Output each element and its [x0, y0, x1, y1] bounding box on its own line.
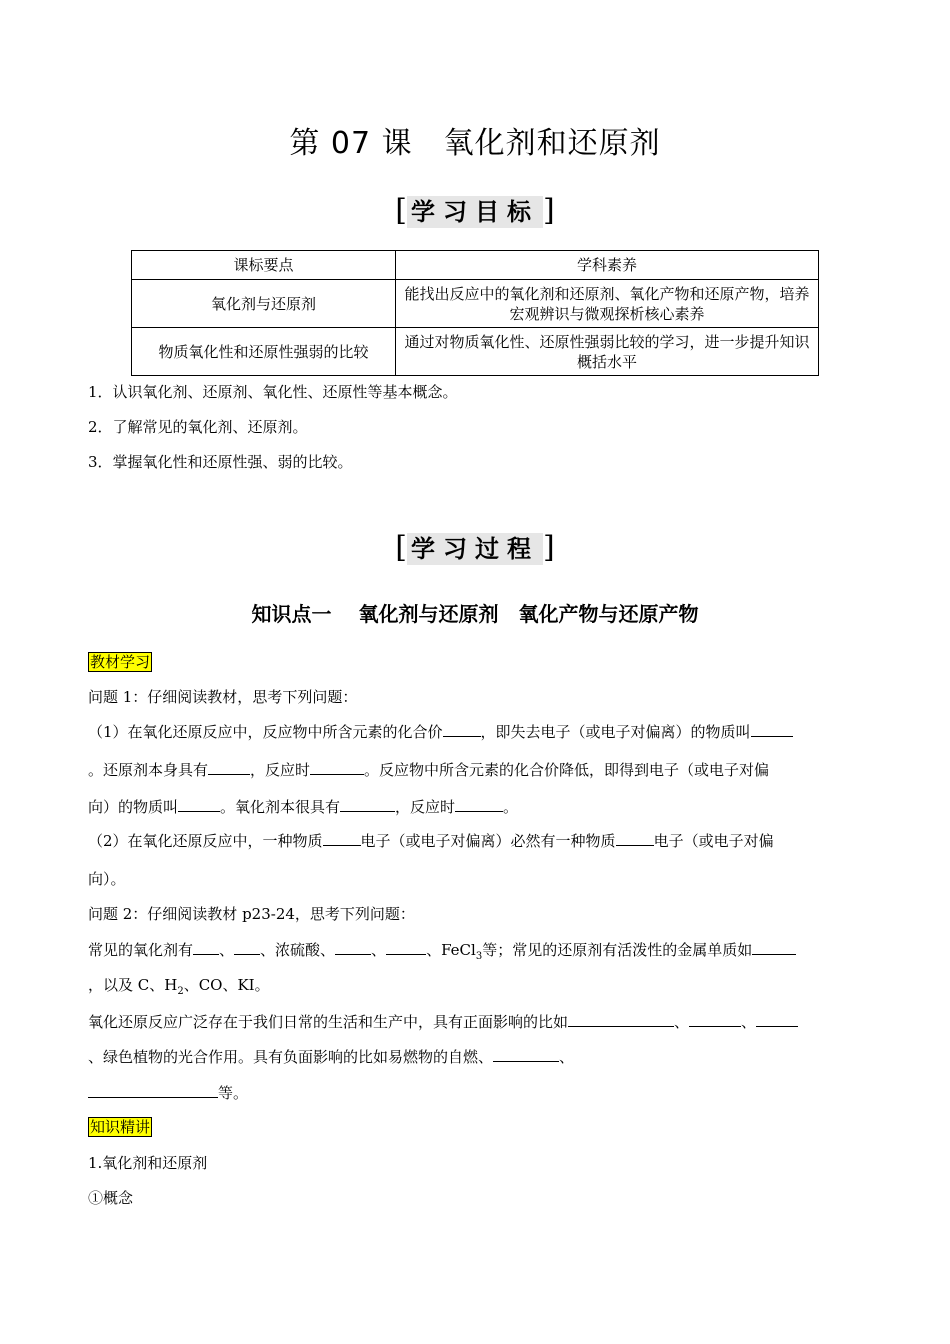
fill-blank[interactable] [752, 940, 796, 955]
question-2-intro: 问题 2：仔细阅读教材 p23-24，思考下列问题： [88, 905, 415, 923]
banner-bracket-close: ] [543, 530, 555, 565]
fill-blank[interactable] [323, 831, 361, 846]
table-cell: 通过对物质氧化性、还原性强弱比较的学习，进一步提升知识概括水平 [396, 328, 819, 376]
banner-bracket-open: [ [395, 193, 407, 228]
table-header-cell: 课标要点 [132, 251, 396, 280]
question-1-line: 向）的物质叫 。氧化剂本很具有 ，反应时 。 [88, 798, 519, 816]
question-1-line: 。还原剂本身具有 ，反应时 。反应物中所含元素的化合价降低，即得到电子（或电子对偏 [88, 761, 770, 779]
fill-blank[interactable] [455, 797, 503, 812]
banner-bracket-open: [ [395, 530, 407, 565]
fill-blank[interactable] [756, 1012, 798, 1027]
table-cell: 氧化剂与还原剂 [132, 280, 396, 328]
question-1-intro: 问题 1：仔细阅读教材，思考下列问题： [88, 688, 358, 706]
question-2-line: 常见的氧化剂有 、 、浓硫酸、 、 、FeCl$_3$等；常见的还原剂有活泼性的金属单质如 [88, 940, 796, 967]
table-row [132, 280, 819, 328]
table-cell: 物质氧化性和还原性强弱的比较 [132, 328, 396, 376]
page-title: 第 07 课 氧化剂和还原剂 [289, 126, 661, 161]
fill-blank[interactable] [208, 760, 250, 775]
fill-blank[interactable] [178, 797, 220, 812]
table-cell: 能找出反应中的氧化剂和还原剂、氧化产物和还原产物，培养宏观辨识与微观探析核心素养 [396, 280, 819, 328]
fill-blank[interactable] [616, 831, 654, 846]
fill-blank[interactable] [340, 797, 395, 812]
fill-blank[interactable] [335, 940, 371, 955]
fill-blank[interactable] [568, 1012, 674, 1027]
fill-blank[interactable] [493, 1047, 559, 1062]
goal-item: 3．掌握氧化性和还原性强、弱的比较。 [88, 453, 353, 471]
section-title: 知识点一 氧化剂与还原剂 氧化产物与还原产物 [251, 602, 699, 626]
fill-blank[interactable] [193, 940, 219, 955]
table-header-cell: 学科素养 [396, 251, 819, 280]
fill-blank[interactable] [88, 1083, 218, 1098]
highlight-tag-knowledge: 知识精讲 [90, 1118, 151, 1136]
banner-bracket-close: ] [543, 193, 555, 228]
knowledge-subitem: ①概念 [88, 1189, 134, 1207]
question-1-line: （1）在氧化还原反应中，反应物中所含元素的化合价 ，即失去电子（或电子对偏离）的物质叫 [88, 722, 793, 742]
fill-blank[interactable] [443, 722, 481, 737]
question-1-line: （2）在氧化还原反应中，一种物质 电子（或电子对偏离）必然有一种物质 电子（或电子对偏 [88, 832, 774, 850]
highlight-tag-textbook: 教材学习 [90, 653, 151, 671]
question-2-line: 等。 [88, 1083, 248, 1103]
banner-text: 学习过程 [407, 533, 543, 565]
fill-blank[interactable] [751, 722, 793, 737]
question-1-line: 向）。 [88, 870, 126, 888]
question-2-line: 氧化还原反应广泛存在于我们日常的生活和生产中，具有正面影响的比如 、 、 [88, 1012, 798, 1032]
fill-blank[interactable] [310, 760, 364, 775]
fill-blank[interactable] [234, 940, 260, 955]
goal-item: 2．了解常见的氧化剂、还原剂。 [88, 418, 308, 436]
fill-blank[interactable] [689, 1012, 741, 1027]
fill-blank[interactable] [386, 940, 426, 955]
question-2-line: 、绿色植物的光合作用。具有负面影响的比如易燃物的自燃、 、 [88, 1048, 575, 1066]
goals-table [131, 250, 819, 376]
table-header-row [132, 251, 819, 280]
banner-learning-goals [0, 190, 950, 230]
banner-text: 学习目标 [407, 196, 543, 228]
banner-learning-process [0, 527, 950, 567]
goal-item: 1．认识氧化剂、还原剂、氧化性、还原性等基本概念。 [88, 383, 458, 401]
knowledge-item: 1.氧化剂和还原剂 [88, 1154, 208, 1172]
question-2-line: ，以及 C、$H_2$、CO、KI。 [88, 976, 270, 997]
table-row [132, 328, 819, 376]
